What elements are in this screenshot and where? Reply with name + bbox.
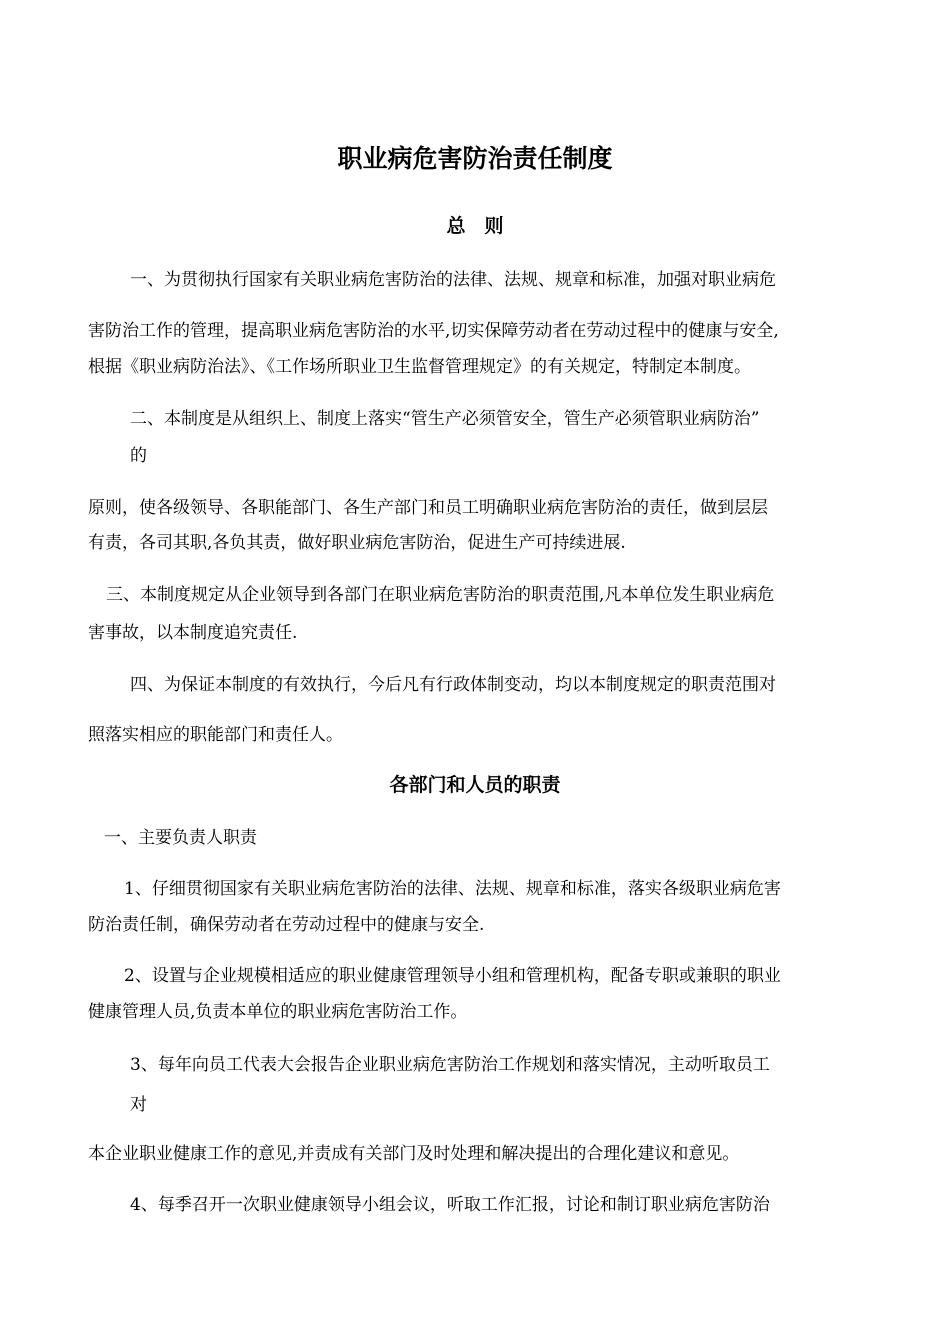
paragraph-line: 1、仔细贯彻国家有关职业病危害防治的法律、法规、规章和标准，落实各级职业病危害 xyxy=(124,879,781,899)
paragraph-line: 健康管理人员,负责本单位的职业病危害防治工作。 xyxy=(88,1002,468,1022)
subsection-heading: 一、主要负责人职责 xyxy=(104,828,257,848)
paragraph-line: 害防治工作的管理，提高职业病危害防治的水平,切实保障劳动者在劳动过程中的健康与安全, xyxy=(88,321,779,341)
paragraph-line: 本企业职业健康工作的意见,并责成有关部门及时处理和解决提出的合理化建议和意见。 xyxy=(88,1144,740,1164)
section-heading-general: 总 则 xyxy=(446,215,504,237)
document-title: 职业病危害防治责任制度 xyxy=(337,144,613,173)
paragraph-line: 3、每年向员工代表大会报告企业职业病危害防治工作规划和落实情况，主动听取员工 xyxy=(130,1055,770,1075)
paragraph-line: 2、设置与企业规模相适应的职业健康管理领导小组和管理机构，配备专职或兼职的职业 xyxy=(124,966,781,986)
paragraph-line: 一、为贯彻执行国家有关职业病危害防治的法律、法规、规章和标准，加强对职业病危 xyxy=(130,270,776,290)
paragraph-line: 害事故，以本制度追究责任. xyxy=(88,623,298,643)
paragraph-line: 原则，使各级领导、各职能部门、各生产部门和员工明确职业病危害防治的责任，做到层层 xyxy=(88,498,768,518)
paragraph-line: 三、本制度规定从企业领导到各部门在职业病危害防治的职责范围,凡本单位发生职业病危 xyxy=(106,585,775,605)
paragraph-line: 根据《职业病防治法》、《工作场所职业卫生监督管理规定》的有关规定，特制定本制度。 xyxy=(88,357,751,377)
paragraph-line: 的 xyxy=(130,446,147,466)
paragraph-line: 有责，各司其职,各负其责，做好职业病危害防治，促进生产可持续进展. xyxy=(88,533,626,553)
paragraph-line: 防治责任制，确保劳动者在劳动过程中的健康与安全. xyxy=(88,915,485,935)
paragraph-line: 二、本制度是从组织上、制度上落实“管生产必须管安全，管生产必须管职业病防治” xyxy=(130,409,760,429)
paragraph-line: 对 xyxy=(130,1095,147,1115)
section-heading-duties: 各部门和人员的职责 xyxy=(389,774,561,796)
paragraph-line: 照落实相应的职能部门和责任人。 xyxy=(88,725,343,745)
paragraph-line: 四、为保证本制度的有效执行，今后凡有行政体制变动，均以本制度规定的职责范围对 xyxy=(130,675,776,695)
paragraph-line: 4、每季召开一次职业健康领导小组会议，听取工作汇报，讨论和制订职业病危害防治 xyxy=(130,1195,770,1215)
